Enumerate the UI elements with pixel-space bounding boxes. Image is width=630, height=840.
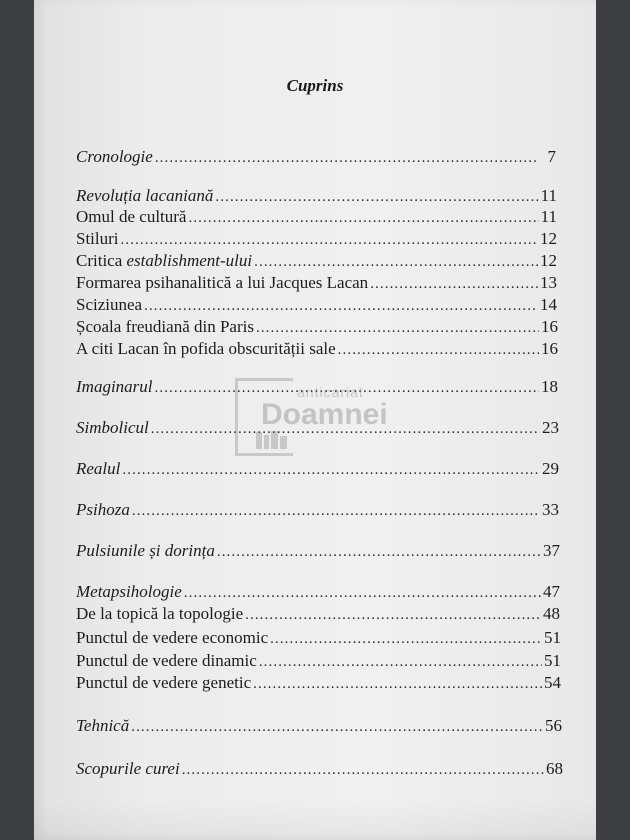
dot-leader <box>184 583 541 603</box>
toc-entry-label <box>76 251 252 271</box>
toc-entry-punct-genetic <box>76 673 561 694</box>
toc-entry-label: Formarea psihanalitică a lui Jacques Lacan <box>76 273 369 292</box>
watermark-big-text: Doamnei <box>261 398 388 431</box>
toc-entry-stiluri <box>76 229 557 250</box>
toc-page-number: 51 <box>544 628 561 647</box>
toc-entry-label: Punctul de vedere economic <box>76 628 269 647</box>
dot-leader <box>217 542 541 562</box>
toc-entry-topica-topologie <box>76 604 560 625</box>
toc-entry-label: A citi Lacan în pofida obscurității sale <box>76 339 336 358</box>
toc-entry-label: Cronologie <box>76 147 153 166</box>
toc-entry-label-prefix: Critica <box>76 251 127 270</box>
dot-leader <box>253 674 542 694</box>
toc-entry-scoala-freudiana <box>76 317 558 338</box>
toc-entry-label: Stiluri <box>76 229 119 248</box>
toc-entry-label: Imaginarul <box>76 377 153 396</box>
toc-entry-metapsihologie <box>76 582 560 603</box>
toc-page-number: 54 <box>544 673 561 692</box>
dot-leader <box>182 760 544 780</box>
toc-page-number: 48 <box>543 604 560 623</box>
toc-page-number: 56 <box>545 716 562 735</box>
toc-entry-formarea-psihanalitica <box>76 273 557 294</box>
page-title: Cuprins <box>286 76 344 95</box>
dot-leader <box>132 501 540 521</box>
toc-page-number: 16 <box>541 339 558 358</box>
toc-entry-realul <box>76 459 559 480</box>
toc-entry-label: Școala freudiană din Paris <box>76 317 254 336</box>
toc-entry-label: Punctul de vedere genetic <box>76 673 252 692</box>
toc-page-number: 37 <box>543 541 560 560</box>
toc-entry-label: Metapsihologie <box>76 582 182 601</box>
toc-entry-label: De la topică la topologie <box>76 604 244 623</box>
dot-leader <box>188 208 538 228</box>
toc-entry-punct-dinamic <box>76 651 561 672</box>
watermark-logo <box>235 378 435 458</box>
dot-leader <box>122 460 540 480</box>
toc-entry-label: Pulsiunile și dorința <box>76 541 215 560</box>
watermark-small-text: anticariat <box>297 384 364 400</box>
toc-page-number: 68 <box>546 759 563 778</box>
toc-entry-pulsiunile-si-dorinta <box>76 541 560 562</box>
dot-leader <box>270 629 542 649</box>
toc-entry-tehnica <box>76 716 562 737</box>
toc-entry-label: Punctul de vedere dinamic <box>76 651 257 670</box>
toc-page-number: 47 <box>543 582 560 601</box>
toc-page-number: 11 <box>540 207 557 226</box>
toc-page-number: 29 <box>542 459 559 478</box>
toc-entry-sciziunea <box>76 295 557 316</box>
toc-entry-label: Simbolicul <box>76 418 149 437</box>
toc-page-number: 18 <box>541 377 558 396</box>
toc-entry-a-citi-lacan <box>76 339 558 360</box>
toc-page-number: 16 <box>541 317 558 336</box>
toc-page-number: 23 <box>542 418 559 437</box>
toc-entry-label: Scopurile curei <box>76 759 180 778</box>
dot-leader <box>144 296 538 316</box>
toc-page-number: 12 <box>540 229 557 248</box>
dot-leader <box>155 148 538 168</box>
toc-entry-punct-economic <box>76 628 561 649</box>
toc-page-number: 14 <box>540 295 557 314</box>
dot-leader <box>121 230 538 250</box>
dot-leader <box>131 717 543 737</box>
dot-leader <box>256 318 539 338</box>
toc-entry-cronologie <box>76 147 556 168</box>
toc-entry-revolutia-lacaniana <box>76 186 557 207</box>
toc-entry-label: Omul de cultură <box>76 207 187 226</box>
toc-page-number: 7 <box>547 147 556 166</box>
toc-entry-label: Revoluția lacaniană <box>76 186 214 205</box>
dot-leader <box>259 652 542 672</box>
toc-entry-label: Realul <box>76 459 121 478</box>
dot-leader <box>215 187 538 207</box>
toc-entry-label-italic: establishment-ului <box>126 251 253 270</box>
toc-page-number: 33 <box>542 500 559 519</box>
books-icon <box>255 430 289 450</box>
dot-leader <box>254 252 538 272</box>
toc-page-number: 13 <box>540 273 557 292</box>
toc-entry-label: Psihoza <box>76 500 130 519</box>
toc-entry-critica-establishment <box>76 251 557 272</box>
dot-leader <box>338 340 539 360</box>
toc-entry-psihoza <box>76 500 559 521</box>
toc-entry-label: Sciziunea <box>76 295 143 314</box>
toc-entry-label: Tehnică <box>76 716 130 735</box>
dot-leader <box>370 274 538 294</box>
toc-page-number: 11 <box>540 186 557 205</box>
toc-entry-omul-de-cultura <box>76 207 557 228</box>
toc-entry-scopurile-curei <box>76 759 563 780</box>
toc-page-number: 12 <box>540 251 557 270</box>
toc-page-number: 51 <box>544 651 561 670</box>
dot-leader <box>245 605 541 625</box>
